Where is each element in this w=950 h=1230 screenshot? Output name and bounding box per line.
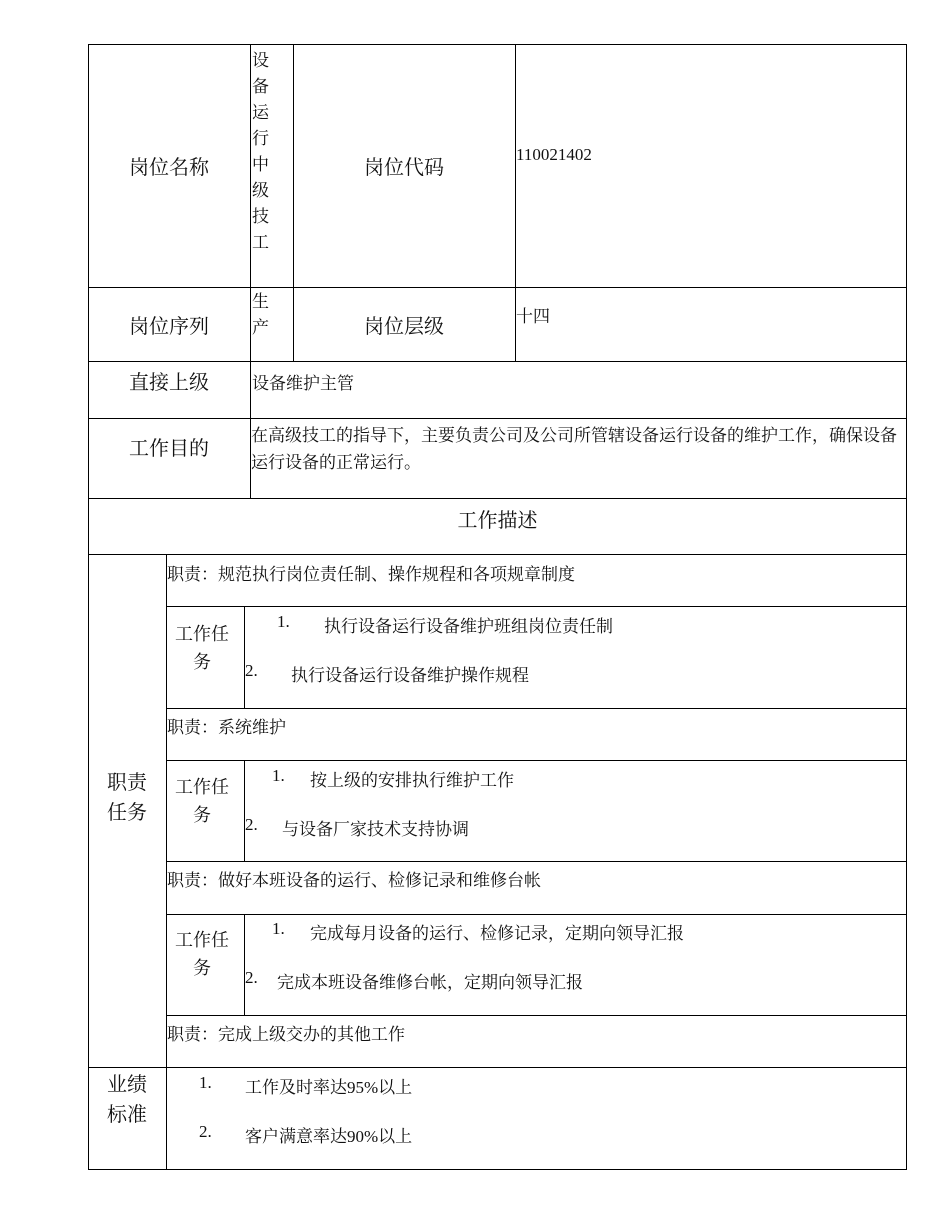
duty-title: 职责：完成上级交办的其他工作 [167,1025,405,1044]
post-code-value: 110021402 [516,145,592,164]
post-level-label: 岗位层级 [364,315,444,338]
duties-label: 职责任务 [107,772,147,824]
task-number: 1. [277,612,290,631]
performance-number: 1. [199,1073,212,1092]
superior-value: 设备维护主管 [252,374,354,393]
performance-text: 工作及时率达95%以上 [245,1078,413,1097]
task-text: 按上级的安排执行维护工作 [310,771,514,790]
post-seq-value: 生产 [252,292,269,337]
task-number: 1. [272,766,285,785]
task-label: 工作任务 [175,624,229,672]
job-description-table [88,44,907,1170]
post-level-value: 十四 [516,307,550,326]
post-seq-label: 岗位序列 [129,315,209,338]
post-name-value: 设备运行中级技工 [252,51,269,252]
performance-text: 客户满意率达90%以上 [245,1127,413,1146]
task-number: 2. [245,661,258,680]
task-text: 完成每月设备的运行、检修记录，定期向领导汇报 [310,924,684,943]
post-name-label: 岗位名称 [129,157,209,179]
duty-title: 职责：做好本班设备的运行、检修记录和维修台帐 [167,871,541,890]
task-text: 执行设备运行设备维护操作规程 [291,666,529,685]
task-text: 与设备厂家技术支持协调 [282,820,469,839]
purpose-label: 工作目的 [129,437,209,460]
duty-title: 职责：规范执行岗位责任制、操作规程和各项规章制度 [167,565,575,584]
work-description-title: 工作描述 [457,509,538,532]
task-text: 执行设备运行设备维护班组岗位责任制 [324,617,613,636]
task-label: 工作任务 [175,777,229,825]
performance-number: 2. [199,1122,212,1141]
task-number: 2. [245,815,258,834]
performance-label: 业绩标准 [107,1074,147,1126]
task-number: 2. [245,968,258,987]
post-code-label: 岗位代码 [364,157,444,179]
purpose-value: 在高级技工的指导下，主要负责公司及公司所管辖设备运行设备的维护工作，确保设备运行设备的正常运行。 [251,426,897,472]
task-number: 1. [272,919,285,938]
task-label: 工作任务 [175,930,229,978]
superior-label: 直接上级 [129,371,209,394]
task-text: 完成本班设备维修台帐，定期向领导汇报 [277,973,583,992]
duty-title: 职责：系统维护 [167,718,286,737]
